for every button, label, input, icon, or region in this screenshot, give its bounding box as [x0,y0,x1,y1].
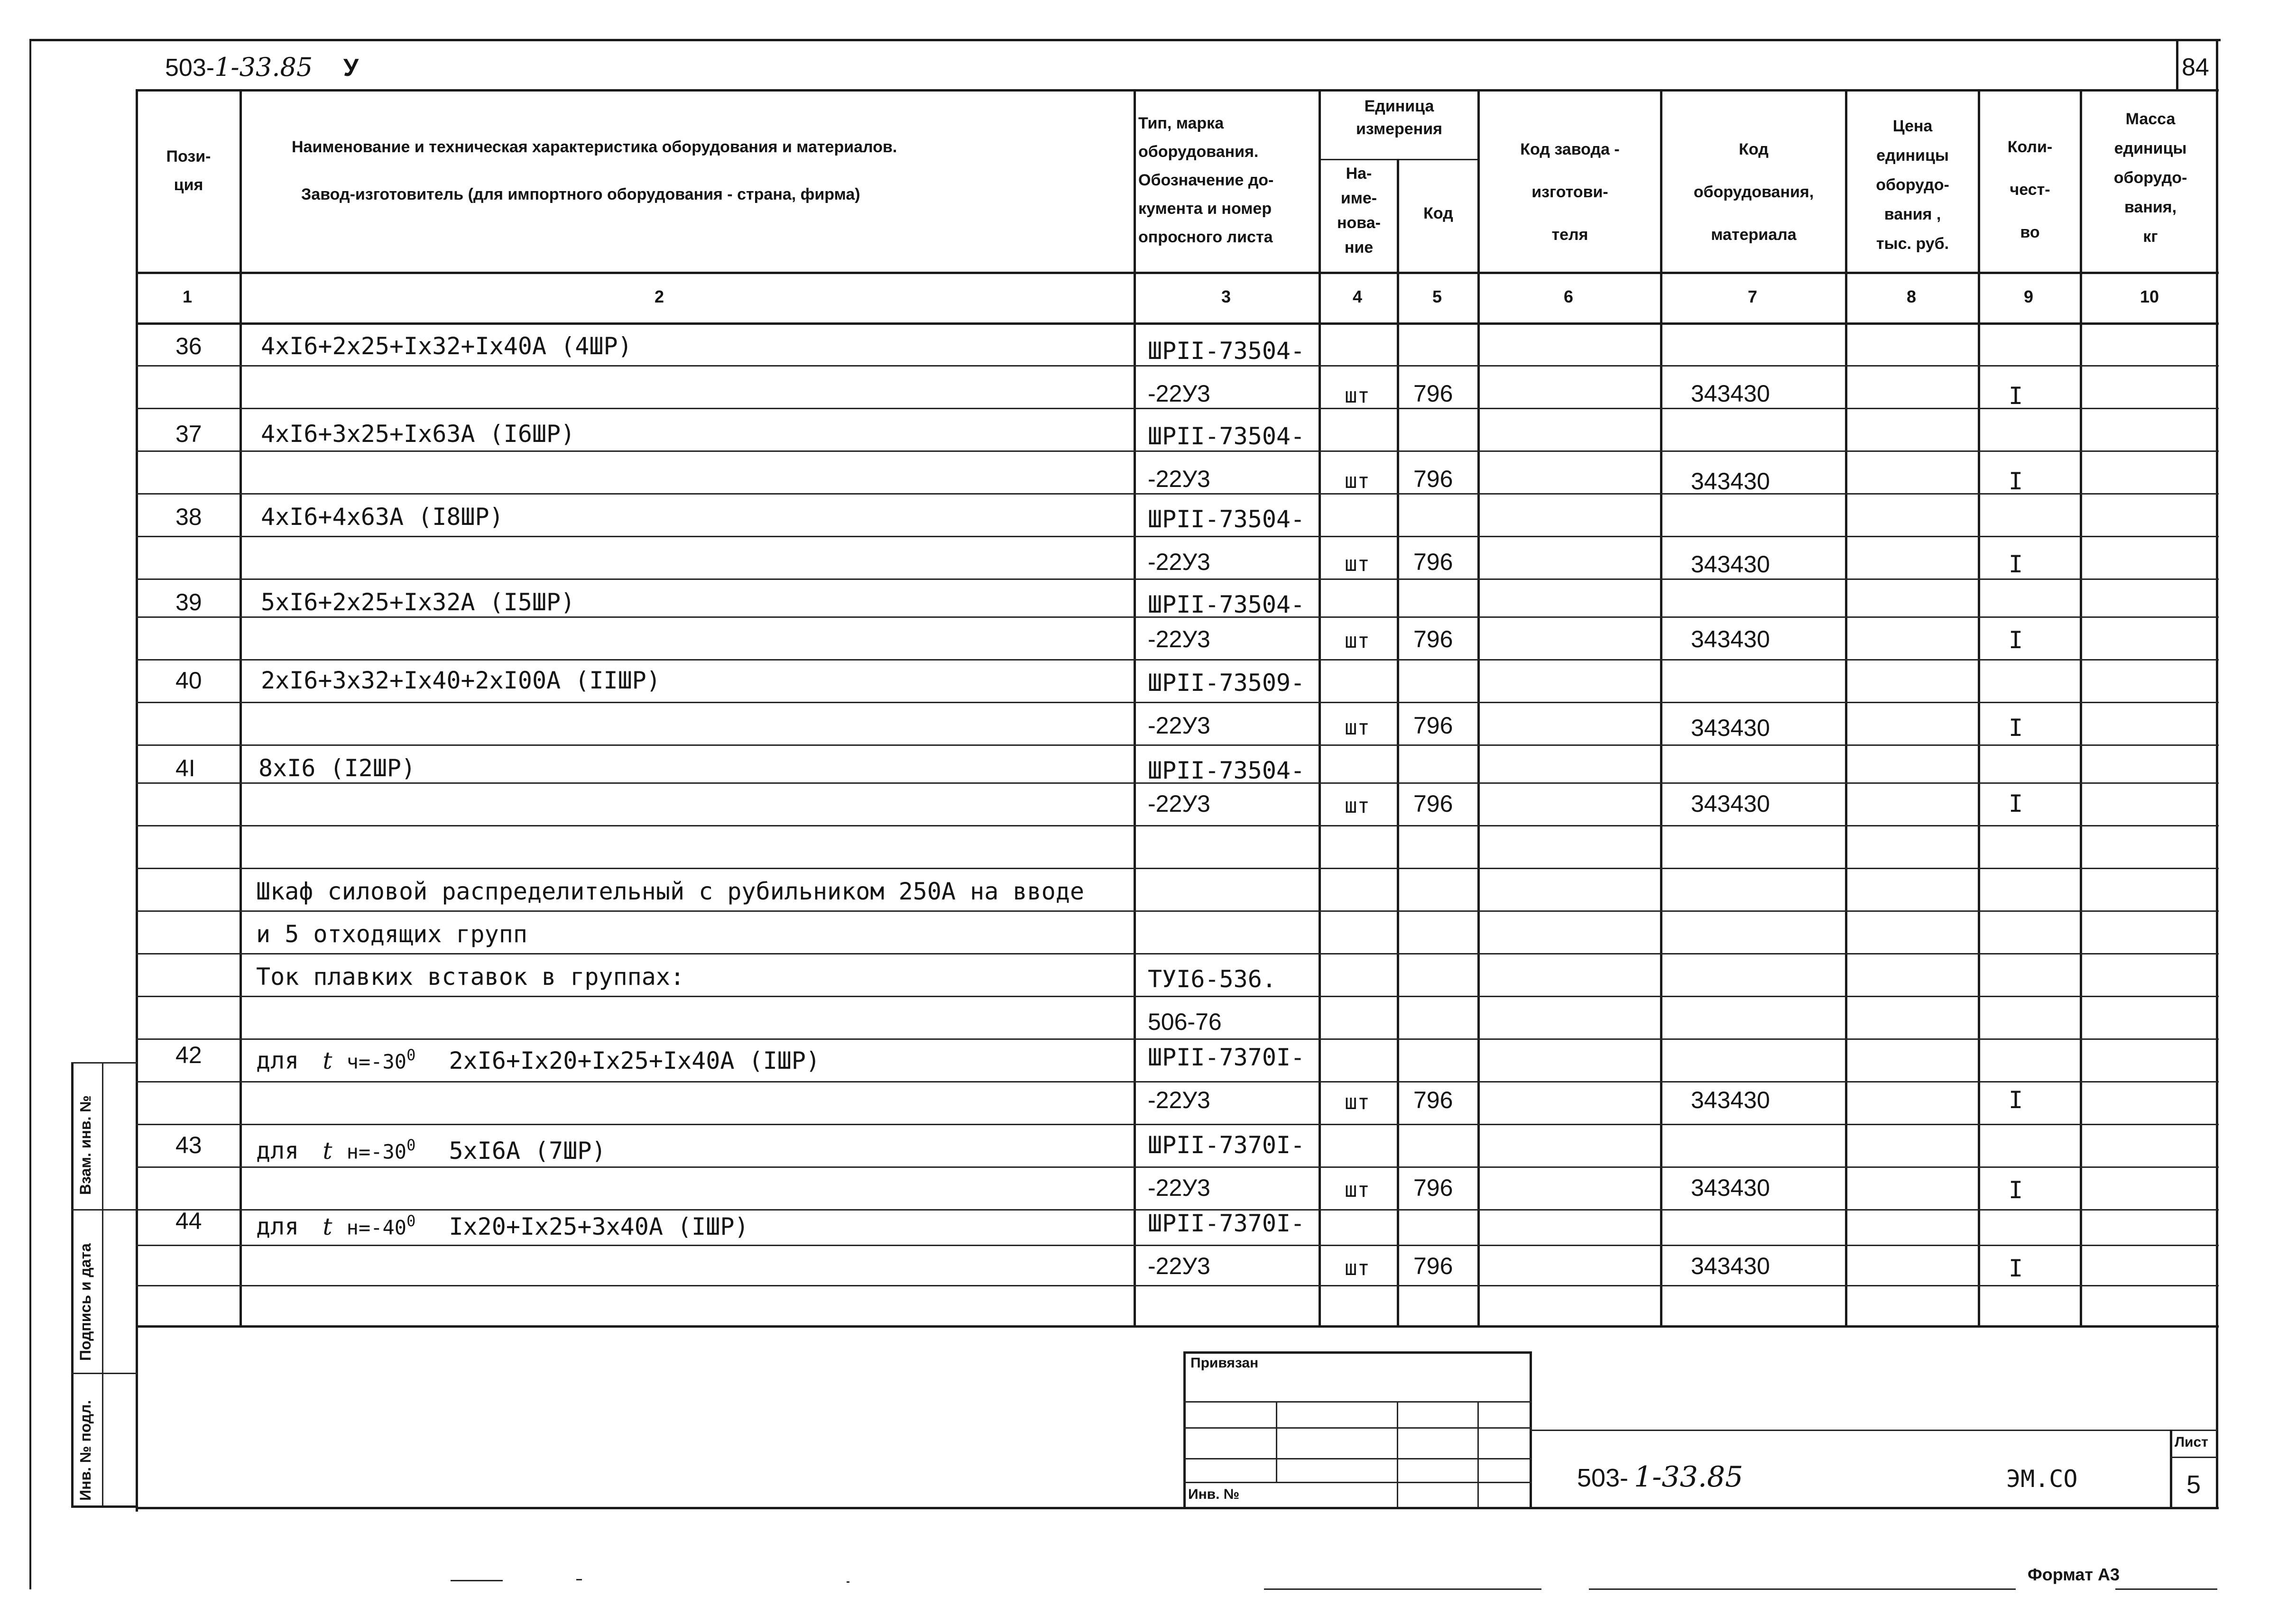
row-line [136,1081,2219,1083]
cut-mark-1 [451,1580,503,1581]
header-type: Тип, марка оборудования. Обозначение до- кумента и номер опросного листа [1138,114,1274,246]
row-line [136,1124,2219,1125]
title-strip-top [1530,1430,2217,1431]
table-bottom-border [136,1325,2219,1328]
row-37-unit: шт [1345,469,1370,493]
row-37-unit-code: 796 [1413,466,1453,492]
header-unit-name: На- име- нова- ние [1337,165,1381,257]
group-type-2: 506-76 [1148,1009,1222,1035]
row-44-type-2: -22У3 [1148,1253,1210,1279]
row-line [136,996,2219,997]
row-line [136,659,2219,661]
row-line [136,744,2219,746]
row-39-unit: шт [1345,629,1370,653]
row-40-unit-code: 796 [1413,712,1453,739]
format-label: Формат А3 [2028,1565,2120,1584]
row-42-unit-code: 796 [1413,1087,1453,1113]
row-43-name: для t $н=-30^0$ 5xI6A (7ШР) [256,1136,606,1165]
row-37-type-1: ШРII-73504- [1148,422,1305,450]
header-quantity: Коли- чест- во [2007,138,2053,241]
row-line [136,910,2219,912]
row-line [136,825,2219,826]
row-36-equip-code: 343430 [1691,380,1770,407]
side-stamp-podpis: Подпись и дата [77,1243,94,1361]
row-40-type-2: -22У3 [1148,712,1210,739]
privyazan-line-2 [1183,1427,1532,1429]
row-37-type-2: -22У3 [1148,466,1210,492]
row-36-name: 4xI6+2x25+Ix32+Ix40A (4ШР) [261,332,632,360]
top-doc-code: 503-1-33.85 У [165,52,359,82]
row-44-unit: шт [1345,1256,1370,1280]
row-41-type-1: ШРII-73504- [1148,757,1305,784]
cut-mark-2 [576,1579,582,1580]
table-top-border [136,89,2219,92]
group-line-1: Шкаф силовой распределительный с рубильником 250А на вводе [256,878,1084,905]
sheet-label: Лист [2175,1434,2208,1450]
row-line [136,1166,2219,1168]
header-name-line2: Завод-изготовитель (для импортного оборудования - страна, фирма) [301,185,860,203]
row-36-quantity: I [2009,382,2023,410]
header-price: Цена единицы оборудо- вания , тыс. руб. [1876,117,1949,253]
cut-mark-3 [847,1581,849,1583]
row-41-quantity: I [2009,790,2023,817]
row-36-position: 36 [175,333,202,359]
col-line-8 [1978,89,1980,1327]
row-41-name: 8xI6 (I2ШР) [258,754,416,782]
privyazan-col-1 [1276,1401,1277,1482]
row-38-type-1: ШРII-73504- [1148,505,1305,533]
row-38-position: 38 [175,504,202,530]
row-line [136,578,2219,580]
row-44-equip-code: 343430 [1691,1253,1770,1279]
frame-right [2216,39,2218,1509]
row-39-type-2: -22У3 [1148,626,1210,652]
row-43-type-1: ШРII-7370I- [1148,1131,1305,1159]
row-42-equip-code: 343430 [1691,1087,1770,1113]
row-line [136,1038,2219,1040]
row-line [136,953,2219,954]
col-line-9 [2080,89,2082,1327]
row-37-quantity: I [2009,468,2023,495]
row-38-quantity: I [2009,551,2023,578]
privyazan-col-3 [1477,1401,1479,1508]
cut-mark-6 [2115,1588,2217,1590]
row-line [136,450,2219,452]
row-38-name: 4xI6+4x63A (I8ШР) [261,503,504,531]
row-39-name: 5xI6+2x25+Ix32A (I5ШР) [261,588,575,616]
colno-bottom-border [136,322,2219,325]
row-line [136,702,2219,703]
side-stamp-inv-podl: Инв. № подл. [77,1400,94,1501]
group-line-3: Ток плавких вставок в группах: [256,963,685,991]
row-43-unit: шт [1345,1178,1370,1202]
inv-no-label: Инв. № [1188,1486,1240,1502]
side-stamp-line-1 [71,1209,138,1211]
side-stamp-top [71,1062,138,1064]
header-equip-code: Код оборудования, материала [1693,140,1814,244]
row-42-name: для t $ч=-30^0$ 2xI6+Ix20+Ix25+Ix40A (IШР) [256,1046,821,1074]
col-line-1 [240,89,242,1327]
privyazan-top [1183,1351,1532,1354]
title-doc-mark: ЭМ.СО [2006,1465,2078,1493]
sheet-box-divider [2170,1457,2217,1458]
row-43-quantity: I [2009,1176,2023,1204]
row-36-unit-code: 796 [1413,380,1453,407]
side-stamp-vzam: Взам. инв. № [77,1095,94,1195]
row-line [136,1245,2219,1246]
group-type-1: ТУI6-536. [1148,965,1276,993]
row-38-type-2: -22У3 [1148,549,1210,575]
privyazan-left [1183,1351,1186,1508]
header-unit-group: Единица измерения [1356,97,1442,138]
col-line-6 [1660,89,1662,1327]
row-41-unit: шт [1345,794,1370,818]
group-line-2: и 5 отходящих групп [256,920,527,948]
row-line [136,493,2219,495]
row-41-position: 4I [175,755,195,781]
row-43-position: 43 [175,1132,202,1158]
col-line-3 [1319,89,1321,1327]
row-line [136,365,2219,367]
privyazan-label: Привязан [1190,1355,1259,1371]
row-line [136,408,2219,409]
sheet-number: 5 [2186,1470,2201,1499]
side-stamp-line-2 [71,1373,138,1374]
row-44-type-1: ШРII-7370I- [1148,1210,1305,1237]
row-40-quantity: I [2009,714,2023,742]
title-strip-bottom [136,1507,2219,1509]
row-42-type-1: ШРII-7370I- [1148,1044,1305,1071]
row-42-unit: шт [1345,1090,1370,1114]
header-name-line1: Наименование и техническая характеристика оборудования и материалов. [292,138,897,156]
title-code: 503- 1-33.85 [1577,1460,1743,1494]
row-39-position: 39 [175,589,202,615]
row-43-unit-code: 796 [1413,1174,1453,1201]
row-39-type-1: ШРII-73504- [1148,591,1305,618]
page-number-divider [2176,39,2178,91]
row-44-unit-code: 796 [1413,1253,1453,1279]
row-44-quantity: I [2009,1255,2023,1282]
row-44-name: для t $н=-40^0$ Ix20+Ix25+3x40A (IШР) [256,1212,749,1240]
row-40-name: 2xI6+3x32+Ix40+2xI00A (IIШР) [261,667,661,694]
header-mass: Масса единицы оборудо- вания, кг [2113,110,2187,246]
row-40-equip-code: 343430 [1691,715,1770,741]
row-39-unit-code: 796 [1413,626,1453,652]
cut-mark-4 [1264,1588,1541,1590]
row-41-unit-code: 796 [1413,790,1453,817]
header-unit-code: Код [1423,204,1453,222]
row-40-unit: шт [1345,716,1370,740]
row-42-position: 42 [175,1042,202,1068]
side-stamp-divider [102,1062,103,1508]
page-number: 84 [2182,54,2209,81]
header-bottom-border [136,272,2219,274]
row-36-unit: шт [1345,384,1370,408]
col-line-2 [1134,89,1136,1327]
col-line-0 [136,89,138,1512]
row-39-quantity: I [2009,626,2023,654]
privyazan-line-4 [1183,1482,1532,1483]
row-42-quantity: I [2009,1086,2023,1114]
row-40-position: 40 [175,667,202,694]
col-line-7 [1845,89,1847,1327]
side-stamp-left [71,1062,74,1508]
row-40-type-1: ШРII-73509- [1148,669,1305,697]
row-line [136,868,2219,869]
privyazan-col-2 [1397,1401,1398,1508]
row-39-equip-code: 343430 [1691,626,1770,652]
col-line-5 [1477,89,1480,1327]
privyazan-line-3 [1183,1458,1532,1459]
side-stamp-bottom [71,1505,138,1508]
row-37-name: 4xI6+3x25+Ix63A (I6ШР) [261,420,575,448]
row-44-position: 44 [175,1208,202,1234]
row-43-type-2: -22У3 [1148,1174,1210,1201]
row-38-unit: шт [1345,552,1370,576]
frame-left [29,39,31,1589]
cut-mark-5 [1589,1588,2016,1590]
row-41-equip-code: 343430 [1691,790,1770,817]
header-factory-code: Код завода - изготови- теля [1520,140,1620,244]
row-37-position: 37 [175,421,202,447]
row-36-type-1: ШРII-73504- [1148,337,1305,365]
header-position: Пози- ция [166,147,211,194]
row-line [136,1285,2219,1286]
frame-top [31,39,2221,41]
row-42-type-2: -22У3 [1148,1087,1210,1113]
privyazan-line-1 [1183,1401,1532,1403]
row-41-type-2: -22У3 [1148,790,1210,817]
row-37-equip-code: 343430 [1691,468,1770,495]
row-36-type-2: -22У3 [1148,380,1210,407]
row-line [136,536,2219,537]
row-38-equip-code: 343430 [1691,551,1770,578]
row-43-equip-code: 343430 [1691,1174,1770,1201]
sheet-box-left [2170,1430,2172,1508]
row-38-unit-code: 796 [1413,549,1453,575]
col-line-4 [1397,159,1399,1327]
